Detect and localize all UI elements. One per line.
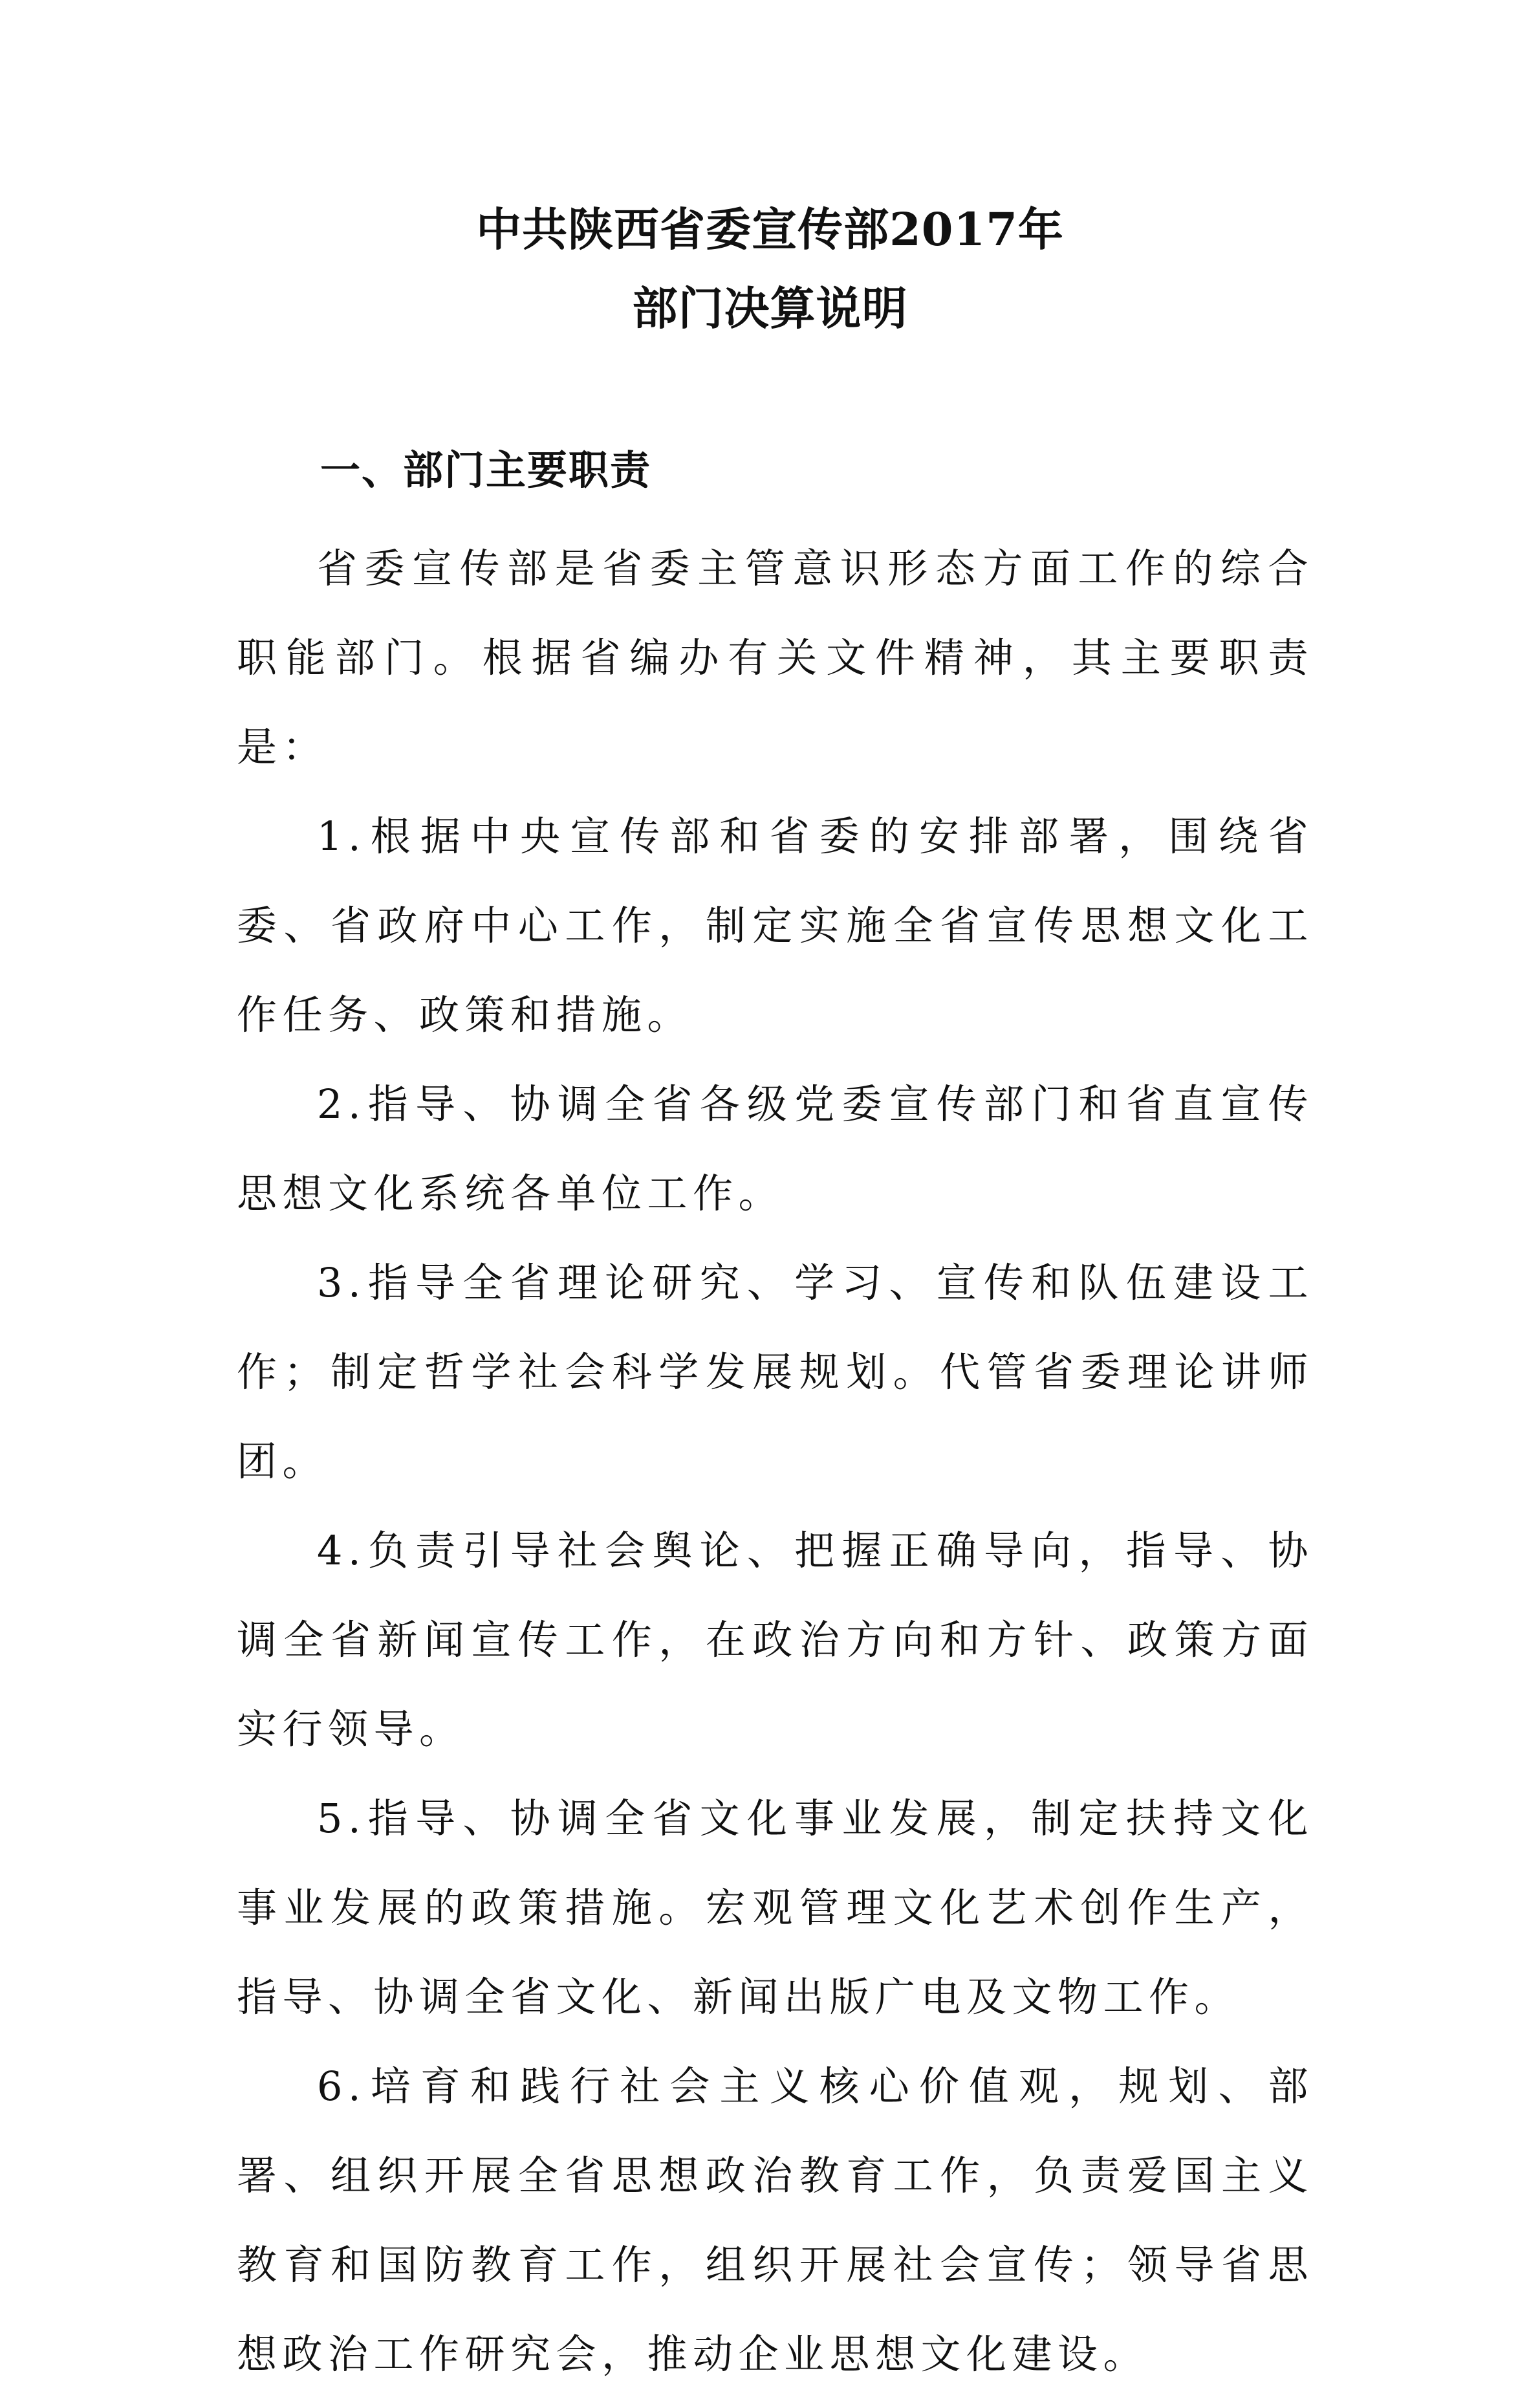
section-heading: 一、部门主要职责 [320, 446, 652, 494]
document-title-line2: 部门决算说明 [632, 281, 908, 335]
duty-item-4: 4.负责引导社会舆论、把握正确导向，指导、协调全省新闻宣传工作，在政治方向和方针、政策方面实行领导。 [237, 1527, 1314, 1753]
duty-item-5: 5.指导、协调全省文化事业发展，制定扶持文化事业发展的政策措施。宏观管理文化艺术创作生产，指导、协调全省文化、新闻出版广电及文物工作。 [237, 1795, 1314, 2021]
section-body [237, 524, 1314, 2399]
duty-item-2: 2.指导、协调全省各级党委宣传部门和省直宣传思想文化系统各单位工作。 [237, 1080, 1314, 1217]
duty-item-1: 1.根据中央宣传部和省委的安排部署，围绕省委、省政府中心工作，制定实施全省宣传思想文化工作任务、政策和措施。 [237, 813, 1314, 1038]
duty-item-6: 6.培育和践行社会主义核心价值观，规划、部署、组织开展全省思想政治教育工作，负责爱国主义教育和国防教育工作，组织开展社会宣传；领导省思想政治工作研究会，推动企业思想文化建设。 [237, 2063, 1314, 2378]
document-title-line1: 中共陕西省委宣传部2017年 [476, 203, 1064, 256]
duty-item-3: 3.指导全省理论研究、学习、宣传和队伍建设工作；制定哲学社会科学发展规划。代管省委理论讲师团。 [237, 1259, 1314, 1485]
section-intro-paragraph: 省委宣传部是省委主管意识形态方面工作的综合职能部门。根据省编办有关文件精神，其主要职责是： [237, 545, 1314, 771]
